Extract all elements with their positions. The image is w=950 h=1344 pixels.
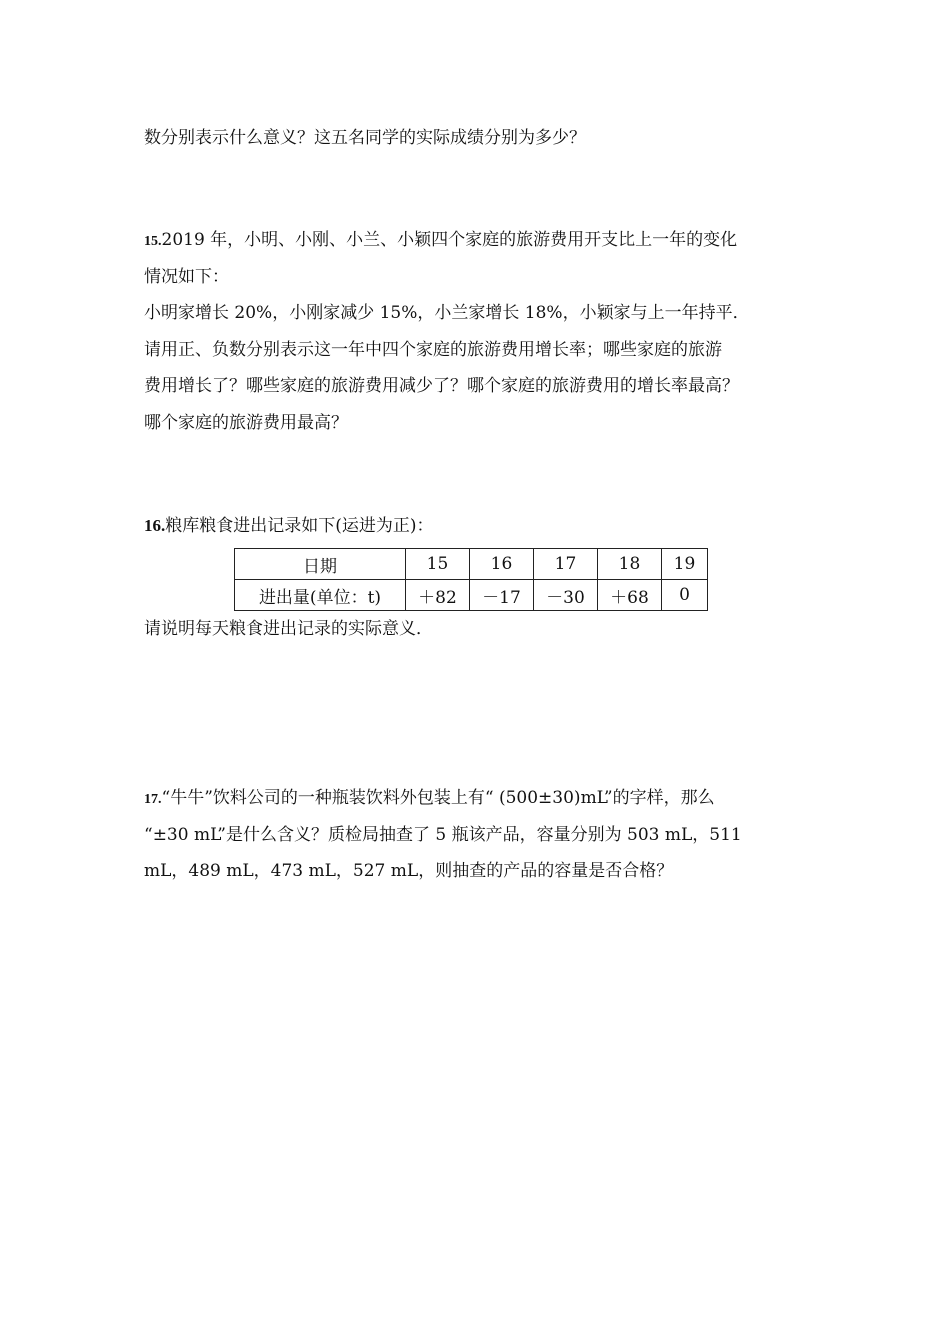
table-day-cell: 16: [470, 549, 534, 580]
table-value-cell: ＋68: [598, 580, 662, 611]
table-row-days: [235, 549, 708, 580]
q16-after-text: 请说明每天粮食进出记录的实际意义．: [144, 619, 433, 639]
q16-number: 16.: [144, 516, 166, 535]
table-value-cell: 0: [662, 580, 708, 611]
q15-number: 15.: [144, 234, 162, 249]
q15-line-4: 请用正、负数分别表示这一年中四个家庭的旅游费用增长率；哪些家庭的旅游: [144, 340, 722, 360]
q15-line-3: 小明家增长 20%，小刚家减少 15%，小兰家增长 18%，小颖家与上一年持平．: [144, 303, 750, 323]
table-day-cell: 18: [598, 549, 662, 580]
table-value-cell: ＋82: [406, 580, 470, 611]
q17-line-1-text: “牛牛”饮料公司的一种瓶装饮料外包装上有“ (500±30)mL”的字样，那么: [161, 788, 715, 808]
q16-intro-text: 粮库粮食进出记录如下(运进为正)：: [165, 516, 434, 536]
table-value-cell: －17: [470, 580, 534, 611]
q15-line-1-text: 2019 年，小明、小刚、小兰、小颖四个家庭的旅游费用开支比上一年的变化: [161, 230, 738, 250]
q17-number: 17.: [144, 792, 162, 807]
table-header-label: 日期: [235, 549, 406, 580]
q15-line-2: 情况如下：: [144, 267, 229, 287]
q16-intro-line: [144, 515, 434, 537]
q17-line-1: [144, 787, 715, 811]
table-row-amounts: [235, 580, 708, 611]
table-day-cell: 15: [406, 549, 470, 580]
grain-record-table: [234, 548, 708, 611]
q17-line-2: “±30 mL”是什么含义？质检局抽查了 5 瓶该产品，容量分别为 503 mL，511: [144, 825, 742, 845]
table-day-cell: 17: [534, 549, 598, 580]
q15-line-6: 哪个家庭的旅游费用最高？: [144, 413, 348, 433]
q14-text-line: 数分别表示什么意义？这五名同学的实际成绩分别为多少？: [144, 128, 586, 148]
table-row-label: 进出量(单位：t): [235, 580, 406, 611]
table-value-cell: －30: [534, 580, 598, 611]
q17-line-3: mL，489 mL，473 mL，527 mL，则抽查的产品的容量是否合格？: [144, 861, 674, 881]
table-day-cell: 19: [662, 549, 708, 580]
q15-line-5: 费用增长了？哪些家庭的旅游费用减少了？哪个家庭的旅游费用的增长率最高？: [144, 376, 739, 396]
q15-line-1: [144, 229, 737, 253]
